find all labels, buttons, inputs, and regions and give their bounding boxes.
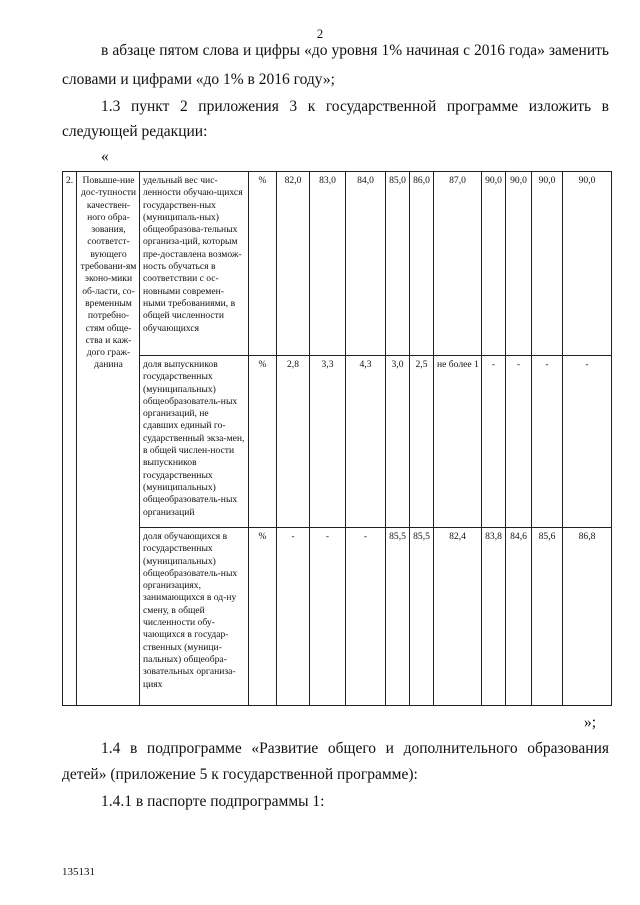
unit-cell: % xyxy=(249,356,277,528)
indicator-cell: доля обучающихся в государственных (муниципальных) общеобразователь-ных организациях, занимающихся в од-ну смену, в общей численности обу-чающихся в государ-ственных (муници-пальных) общеобра-зовательных организа-циях xyxy=(140,528,249,706)
value-cell: 2,8 xyxy=(277,356,310,528)
indicators-table xyxy=(62,171,612,706)
value-cell: - xyxy=(310,528,346,706)
value-cell: 82,0 xyxy=(277,172,310,356)
paragraph-3-line-2: детей» (приложение 5 к государственной программе): xyxy=(62,766,418,783)
value-cell: 85,5 xyxy=(386,528,410,706)
value-cell: 82,4 xyxy=(434,528,482,706)
table-row xyxy=(63,356,612,528)
value-cell: 3,3 xyxy=(310,356,346,528)
table-row xyxy=(63,528,612,706)
value-cell: 90,0 xyxy=(482,172,506,356)
row-number-cell: 2. xyxy=(63,172,77,706)
value-cell: 2,5 xyxy=(410,356,434,528)
value-cell: 84,0 xyxy=(346,172,386,356)
table-row xyxy=(63,172,612,356)
opening-quote: « xyxy=(101,148,109,165)
value-cell: - xyxy=(346,528,386,706)
paragraph-2-line-2: следующей редакции: xyxy=(62,123,208,140)
value-cell: 90,0 xyxy=(506,172,532,356)
value-cell: - xyxy=(277,528,310,706)
value-cell: 90,0 xyxy=(563,172,612,356)
value-cell: - xyxy=(482,356,506,528)
unit-cell: % xyxy=(249,172,277,356)
value-cell: 84,6 xyxy=(506,528,532,706)
value-cell: 85,0 xyxy=(386,172,410,356)
paragraph-1-line-1: в абзаце пятом слова и цифры «до уровня 1% начиная с 2016 года» заменить xyxy=(101,42,609,59)
closing-quote: »; xyxy=(584,714,597,731)
page-number: 2 xyxy=(316,26,324,41)
value-cell: 4,3 xyxy=(346,356,386,528)
value-cell: 3,0 xyxy=(386,356,410,528)
value-cell: 83,0 xyxy=(310,172,346,356)
value-cell: - xyxy=(563,356,612,528)
value-cell: 86,0 xyxy=(410,172,434,356)
value-cell: - xyxy=(532,356,563,528)
value-cell: 90,0 xyxy=(532,172,563,356)
footer-code: 135131 xyxy=(62,866,95,878)
value-cell: 85,6 xyxy=(532,528,563,706)
indicator-cell: доля выпускников государственных (муниципальных) общеобразователь-ных организаций, не сдавших единый го-сударственный экза-мен, в общей числен-ности выпускников государственных (муниципальных) общеобразователь-ных организаций xyxy=(140,356,249,528)
value-cell: 87,0 xyxy=(434,172,482,356)
paragraph-3-line-1: 1.4 в подпрограмме «Развитие общего и дополнительного образования xyxy=(101,740,609,757)
unit-cell: % xyxy=(249,528,277,706)
paragraph-4: 1.4.1 в паспорте подпрограммы 1: xyxy=(101,793,325,810)
goal-cell: Повыше-ние дос-тупности качествен-ного обра-зования, соответст-вующего требовани-ям эконо-мики об-ласти, со-временным потребно-стям обще-ства и каж-дого граж-данина xyxy=(77,172,140,706)
paragraph-1-line-2: словами и цифрами «до 1% в 2016 году»; xyxy=(62,71,335,88)
value-cell: 83,8 xyxy=(482,528,506,706)
value-cell: 86,8 xyxy=(563,528,612,706)
paragraph-2-line-1: 1.3 пункт 2 приложения 3 к государственной программе изложить в xyxy=(101,98,609,115)
value-cell: не более 1 xyxy=(434,356,482,528)
value-cell: 85,5 xyxy=(410,528,434,706)
indicator-cell: удельный вес чис-ленности обучаю-щихся государствен-ных (муниципаль-ных) общеобразова-тельных организа-ций, которым пре-доставлена возмож-ность обучаться в соответствии с ос-новными современ-ными требованиями, в общей численности обучающихся xyxy=(140,172,249,356)
value-cell: - xyxy=(506,356,532,528)
